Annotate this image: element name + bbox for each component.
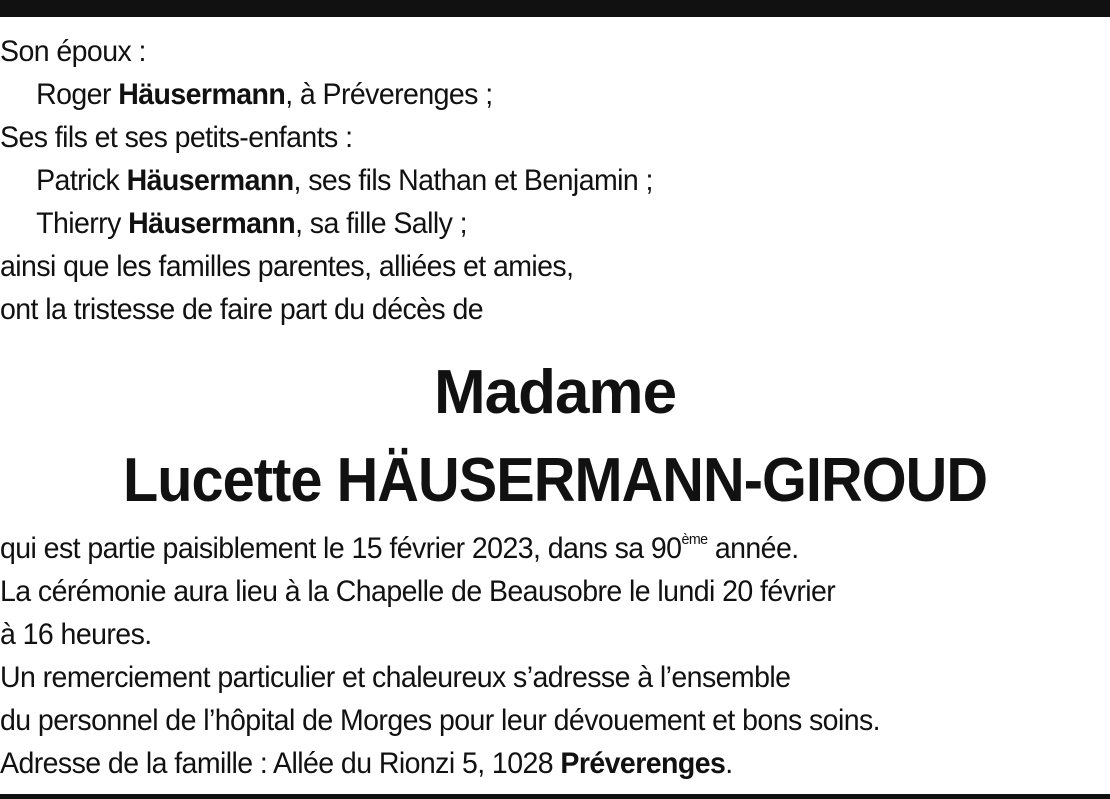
address-line <box>0 742 1055 785</box>
bottom-border-rule <box>0 794 1110 799</box>
fils2-last-name: Häusermann <box>128 207 296 240</box>
ceremony-line-1: La cérémonie aura lieu à la Chapelle de Beausobre le lundi 20 février <box>0 575 836 608</box>
death-line <box>0 527 1055 570</box>
fils2-first-name: Thierry <box>36 207 121 240</box>
epoux-last-name: Häusermann <box>118 78 286 111</box>
address-end: . <box>725 747 733 780</box>
epoux-label: Son époux : <box>0 35 146 68</box>
address-label: Adresse de la famille : Allée du Rionzi 5, 1028 <box>0 747 561 780</box>
fils1-line <box>0 159 1055 202</box>
thanks-line-2: du personnel de l’hôpital de Morges pour leur dévouement et bons soins. <box>0 704 881 737</box>
deceased-name: Lucette HÄUSERMANN-GIROUD <box>122 446 988 515</box>
fils1-last-name: Häusermann <box>126 164 294 197</box>
death-tail: année. <box>707 532 799 565</box>
address-town: Préverenges <box>560 747 726 780</box>
tristesse-line: ont la tristesse de faire part du décès de <box>0 293 484 326</box>
familles-line: ainsi que les familles parentes, alliées et amies, <box>0 250 574 283</box>
epoux-line <box>0 73 1055 116</box>
top-border-rule <box>0 0 1110 17</box>
epoux-first-name: Roger <box>36 78 111 111</box>
fils2-line <box>0 202 1055 245</box>
ceremony-line-2: à 16 heures. <box>0 618 152 651</box>
epoux-location: , à Préverenges ; <box>285 78 493 111</box>
thanks-line-1: Un remerciement particulier et chaleureux s’adresse à l’ensemble <box>0 661 791 694</box>
obituary-notice <box>0 30 1110 785</box>
fils1-first-name: Patrick <box>36 164 120 197</box>
fils1-detail: , ses fils Nathan et Benjamin ; <box>293 164 653 197</box>
fils2-detail: , sa fille Sally ; <box>295 207 467 240</box>
deceased-title: Madame <box>433 358 677 427</box>
fils-label: Ses fils et ses petits-enfants : <box>0 121 353 154</box>
ordinal-suffix: ème <box>681 531 708 548</box>
death-text: qui est partie paisiblement le 15 février 2023, dans sa 90 <box>0 532 682 565</box>
